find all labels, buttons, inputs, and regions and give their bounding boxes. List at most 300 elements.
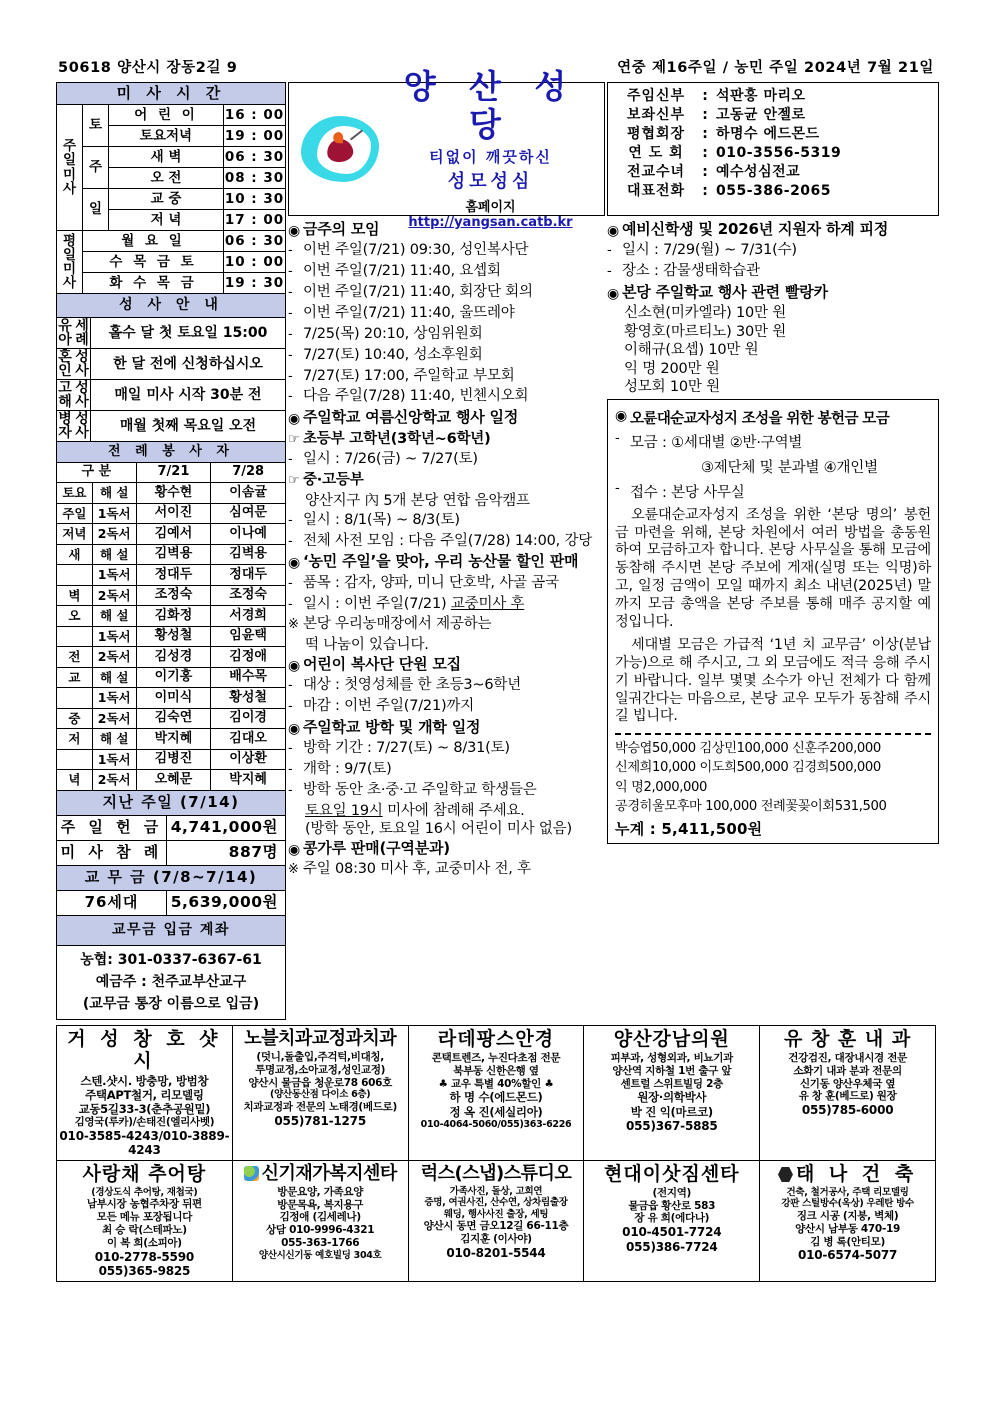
ad-line: 투명교정,소아교정,성인교정) [255, 1063, 386, 1076]
donor-line: 익 명2,000,000 [615, 779, 707, 795]
ad-line: 이 복 희(소피아) [107, 1236, 182, 1249]
middle-column [288, 67, 605, 883]
clergy-key: 전교수녀 [626, 164, 686, 181]
notice-heading: 주일학교 여름신앙학교 행사 일정 [303, 408, 519, 427]
ad-line: (덧니,돌출입,주걱턱,비대칭, [256, 1050, 384, 1063]
servers-name: 김성경 [136, 647, 211, 668]
servers-name: 조정숙 [136, 585, 211, 606]
ad-line: 010-4501-7724 [622, 1225, 722, 1240]
clergy-value: 010-3556-5319 [716, 145, 842, 162]
ad-line: 정 옥 진(세실리아) [449, 1104, 543, 1119]
notice-item [288, 513, 605, 530]
ad-cell[interactable] [57, 1026, 233, 1161]
ad-cell[interactable] [760, 1026, 936, 1161]
offering-paragraph-1: 오륜대순교자성지 조성을 위한 ‘본당 명의’ 봉헌금 마련을 위해, 본당 차원에서 여러 방법을 총동원하여 모금하고자 합니다. 본당 사무실을 통해 모금에 동참해 주시면 본당 주보에 게재(실명 또는 익명)하고, 일정 금액이 모일 때까지 최소 내년(2025년) 말까지 모금 총액을 본당 주보를 통해 매주 공지할 예정입니다. [615, 506, 931, 630]
clergy-info-box [607, 82, 939, 216]
notice-item-text: 신소현(미카엘라) 10만 원 [624, 305, 787, 322]
offering-item [615, 481, 931, 502]
servers-role: 해 설 [92, 729, 136, 750]
mass-time: 16 : 00 [224, 105, 286, 126]
ad-line: 055)785-6000 [801, 1103, 894, 1118]
clergy-value: 예수성심전교 [716, 164, 801, 181]
dash-icon: - [607, 243, 612, 259]
sacrament-label [57, 349, 91, 380]
ad-line: 치과교정과 전문의 노태경(베드로) [243, 1100, 397, 1113]
ad-line: 방문요양, 가족요양 [277, 1185, 364, 1198]
notice-item [288, 741, 605, 758]
offering-item-text: ③제단체 및 분과별 ④개인별 [701, 459, 878, 476]
servers-col-label: 구 분 [57, 462, 137, 483]
offering-value: 4,741,000원 [167, 815, 286, 840]
notice-item [288, 699, 605, 716]
divider [615, 733, 931, 735]
servers-group-label: 저녁 [57, 524, 93, 545]
ad-title-text: 유 창 훈 내 과 [783, 1028, 912, 1051]
notice-item-text: 전체 사전 모임 : 다음 주일(7/28) 14:00, 강당 [303, 532, 593, 549]
notice-item [288, 862, 605, 879]
account-details [57, 946, 286, 1020]
notice-heading: 예비신학생 및 2026년 지원자 하계 피정 [622, 220, 889, 238]
ad-title [586, 1029, 757, 1051]
servers-group-label: 교 [57, 667, 93, 688]
clergy-value: 055-386-2065 [716, 183, 832, 200]
notice-item [288, 243, 605, 260]
ad-title [586, 1164, 757, 1186]
notice-heading-row [288, 654, 605, 675]
ad-title-text: 태 나 건 축 [795, 1163, 918, 1186]
dash-icon: - [288, 698, 293, 714]
ad-line: 양산역 지하철 1번 출구 앞 [612, 1064, 732, 1077]
servers-name: 정대두 [136, 565, 211, 586]
servers-name: 김벽용 [211, 544, 286, 565]
sacrament-label [57, 380, 91, 411]
notice-item [288, 432, 605, 449]
ads-table [56, 1025, 936, 1282]
ad-title-text: 양산강남의원 [613, 1028, 730, 1051]
notice-heading: 본당 주일학교 행사 관련 빨랑카 [622, 282, 828, 301]
servers-name: 박지혜 [211, 770, 286, 791]
servers-name: 김병진 [136, 749, 211, 770]
notice-item [288, 473, 605, 490]
clergy-sep: : [702, 145, 708, 162]
ad-cell[interactable] [584, 1026, 760, 1161]
sacrament-label-a: 혼인 [58, 349, 72, 379]
ads-row [57, 1161, 936, 1282]
dash-icon: - [288, 761, 293, 777]
ad-line: 박 진 익(마르코) [630, 1104, 713, 1119]
notice-heading-row [288, 410, 605, 428]
ad-line: ♣ 교우 특별 40%할인 ♣ [438, 1077, 554, 1090]
notice-heading-row [607, 222, 939, 240]
notice-item-text: 떡 나눔이 있습니다. [305, 637, 429, 654]
servers-group-label [57, 749, 93, 770]
ad-title [235, 1029, 406, 1050]
notice-item [288, 452, 605, 469]
notice-heading-row [607, 282, 939, 303]
notice-item-text: 다음 주일(7/28) 11:40, 빈첸시오회 [303, 388, 529, 405]
ad-line: 피부과, 성형외과, 비뇨기과 [610, 1052, 733, 1065]
dash-icon: - [615, 430, 620, 446]
servers-name: 황수현 [136, 483, 211, 504]
ad-line: 양산시신기동 예호빌딩 304호 [258, 1249, 382, 1261]
bullet-icon: ◉ [288, 555, 301, 572]
ad-line: 010-2778-5590 [94, 1249, 194, 1264]
mass-name: 수 목 금 토 [83, 252, 224, 273]
dash-icon: - [615, 480, 620, 496]
ad-line: 055)367-5885 [626, 1118, 718, 1133]
servers-role: 1독서 [92, 503, 136, 524]
clergy-key: 주임신부 [626, 88, 686, 105]
homepage-row [383, 196, 598, 230]
servers-group-label: 토요 [57, 483, 93, 504]
servers-role: 2독서 [92, 770, 136, 791]
ad-line: 북부동 신한은행 옆 [453, 1064, 539, 1077]
servers-group-label: 중 [57, 708, 93, 729]
servers-name: 정대두 [211, 565, 286, 586]
bullet-icon: ◉ [615, 407, 627, 424]
ad-line: 교동5길33-3(춘추공원밑) [78, 1101, 211, 1116]
dash-icon: - [288, 452, 293, 468]
ad-line: 상담 010-9996-4321 [266, 1224, 375, 1237]
servers-name: 김숙연 [136, 708, 211, 729]
notice-item-text: 방학 기간 : 7/27(토) ~ 8/31(토) [303, 739, 510, 756]
ad-title-text: 라데팡스안경 [437, 1028, 555, 1051]
notice-item-text: 본당 우리농매장에서 제공하는 [303, 616, 492, 633]
sacrament-title: 성 사 안 내 [57, 294, 286, 318]
notice-item [288, 617, 605, 634]
dash-icon: - [288, 782, 293, 798]
dash-icon: - [288, 243, 293, 259]
account-bank-line: 농협: 301-0337-6367-61 [80, 952, 262, 969]
dash-icon: ☞ [288, 473, 300, 489]
clergy-key: 보좌신부 [626, 107, 686, 124]
servers-name: 배수목 [211, 667, 286, 688]
attendance-value: 887명 [167, 840, 286, 865]
ad-line: 양산시 동면 금오12길 66-11층 [423, 1220, 569, 1233]
servers-role: 2독서 [92, 585, 136, 606]
notice-item-text: 중·고등부 [303, 472, 364, 489]
notice-heading: ‘농민 주일’을 맞아, 우리 농산물 할인 판매 [303, 552, 579, 571]
parish-subtitle-2: 성모성심 [447, 170, 534, 192]
ad-line: (전지역) [652, 1186, 692, 1199]
hexagon-icon [778, 1167, 793, 1182]
notice-item-text: 양산지구 內 5개 본당 연합 음악캠프 [305, 493, 530, 510]
servers-name: 조정숙 [211, 585, 286, 606]
clergy-value: 석판홍 마리오 [716, 88, 806, 105]
notice-item-text: 일시 : 8/1(목) ~ 8/3(토) [303, 511, 460, 528]
mass-name: 어 린 이 [109, 105, 224, 126]
notice-item [288, 327, 605, 344]
mass-schedule-title: 미 사 시 간 [57, 83, 286, 105]
donor-line: 공경히울모후마 100,000 전례꽃꽂이회531,500 [615, 798, 887, 814]
servers-group-label: 저 [57, 729, 93, 750]
sacred-heart-logo-icon [297, 112, 383, 186]
ads-row [57, 1026, 936, 1161]
parish-address: 50618 양산시 장동2길 9 [58, 60, 238, 76]
ad-line: 장 유 희(에다나) [634, 1212, 710, 1225]
ad-line: 김정애 (김세레나) [279, 1211, 361, 1224]
mass-name: 오 전 [109, 168, 224, 189]
notice-item-text: 주일 08:30 미사 후, 교중미사 전, 후 [303, 860, 531, 877]
ad-title-text: 현대이삿짐센타 [604, 1163, 740, 1186]
servers-group-label [57, 626, 93, 647]
notice-item-text: 장소 : 감물생태학습관 [622, 263, 760, 280]
sacrament-text: 한 달 전에 신청하십시오 [91, 349, 286, 380]
mass-time: 19 : 30 [224, 273, 286, 294]
ad-line: 010-4064-5060/055)363-6226 [420, 1118, 572, 1130]
last-sunday-table [56, 790, 286, 866]
offering-total: 누계 : 5,411,500원 [615, 819, 763, 838]
servers-role: 해 설 [92, 544, 136, 565]
ad-title-text: 사랑채 추어탕 [82, 1163, 207, 1186]
clergy-value: 하명수 에드몬드 [716, 126, 820, 143]
mass-name: 저 녁 [109, 210, 224, 231]
clergy-sep: : [702, 183, 708, 200]
notice-item-text: 이번 주일(7/21) 11:40, 회장단 회의 [303, 283, 533, 300]
dash-icon: - [288, 389, 293, 405]
account-note-line: (교무금 통장 이름으로 입금) [82, 995, 260, 1012]
mass-time: 06 : 30 [224, 231, 286, 252]
last-sunday-title: 지난 주일 (7/14) [57, 790, 286, 815]
ad-line: 모든 메뉴 포장됩니다 [96, 1211, 193, 1224]
servers-role: 해 설 [92, 667, 136, 688]
mass-time: 10 : 30 [224, 189, 286, 210]
sunday-mass-label: 주 일 미 사 [57, 105, 83, 231]
dash-icon: - [288, 347, 293, 363]
weekday-mass-label: 평 일 미 사 [57, 231, 83, 294]
notice-item [288, 369, 605, 386]
middle-notices [288, 222, 605, 879]
flower-icon [244, 1166, 259, 1181]
clergy-key: 연 도 회 [628, 145, 684, 162]
ad-title [411, 1029, 582, 1051]
dash-icon: - [288, 264, 293, 280]
servers-role: 2독서 [92, 647, 136, 668]
ad-cell[interactable] [57, 1161, 233, 1282]
dash-icon: - [607, 264, 612, 280]
ad-line: 010-3585-4243/010-3889-4243 [59, 1128, 230, 1158]
ad-cell[interactable] [232, 1026, 408, 1161]
notice-item-text: 황영호(마르티노) 30만 원 [624, 323, 787, 340]
ad-line: 주택APT철거, 리모델링 [85, 1087, 204, 1102]
notice-item-text: 7/27(토) 10:40, 성소후원회 [303, 346, 483, 363]
notice-item [288, 389, 605, 406]
dash-icon: ☞ [288, 431, 300, 447]
ad-line: 웨딩, 행사사진 출장, 세팅 [443, 1208, 549, 1220]
notice-item-text: 익 명 200만 원 [624, 360, 720, 377]
servers-date-2: 7/28 [211, 462, 286, 483]
dash-icon: - [288, 326, 293, 342]
bullet-icon: ◉ [288, 411, 301, 428]
dues-table [56, 865, 286, 916]
ad-line: 신기동 양산우체국 옆 [799, 1077, 896, 1090]
dash-icon: - [288, 305, 293, 321]
clergy-value: 고동균 안젤로 [716, 107, 806, 124]
ad-line: 양산시 남부동 470-19 [795, 1222, 901, 1235]
servers-name: 김화정 [136, 606, 211, 627]
clergy-sep: : [702, 107, 708, 124]
advertisement-section [56, 1025, 936, 1282]
ad-line: 징크 시공 (지붕, 벽체) [796, 1210, 899, 1223]
notice-item-text: 이번 주일(7/21) 11:40, 울뜨레야 [303, 304, 515, 321]
offering-item-text: 접수 : 본당 사무실 [630, 484, 745, 501]
ad-cell[interactable] [760, 1161, 936, 1282]
mass-schedule-table [56, 82, 286, 294]
notice-item-text: 7/27(토) 17:00, 주일학교 부모회 [303, 367, 515, 384]
dash-icon: ※ [288, 861, 299, 877]
mass-name: 토요저녁 [109, 126, 224, 147]
ad-cell[interactable] [408, 1161, 584, 1282]
servers-group-label: 주일 [57, 503, 93, 524]
notice-item-text: 마감 : 이번 주일(7/21)까지 [303, 697, 475, 714]
notice-item [288, 783, 605, 800]
notice-item [288, 264, 605, 281]
ad-line: 유 창 훈(베드로) 원장 [798, 1090, 897, 1103]
right-notices [607, 222, 939, 395]
parish-name: 양 산 성 당 [403, 67, 578, 144]
servers-name: 임윤택 [211, 626, 286, 647]
sacrament-label-b: 세례 [75, 318, 89, 348]
ad-line: 010-8201-5544 [446, 1246, 546, 1261]
sacrament-label-a: 병자 [58, 411, 72, 441]
liturgy-servers-table [56, 441, 286, 791]
servers-group-label: 새 [57, 544, 93, 565]
account-title: 교무금 입금 계좌 [57, 915, 286, 946]
ad-line: 소화기 내과 분과 전문의 [793, 1064, 902, 1077]
right-column [607, 82, 939, 844]
dash-icon: - [288, 533, 293, 549]
dash-icon: - [288, 575, 293, 591]
account-holder-line: 예금주 : 천주교부산교구 [95, 973, 247, 990]
notice-item [288, 285, 605, 302]
mass-time: 06 : 30 [224, 147, 286, 168]
dash-icon: - [288, 678, 293, 693]
ad-title [762, 1029, 933, 1051]
servers-date-1: 7/21 [136, 462, 211, 483]
bullet-icon: ◉ [288, 657, 301, 674]
sacrament-text: 홀수 달 첫 토요일 15:00 [91, 318, 286, 349]
notice-heading-row [288, 838, 605, 859]
donor-list [615, 739, 931, 816]
servers-title: 전 례 봉 사 자 [57, 442, 286, 463]
servers-role: 해 설 [92, 606, 136, 627]
servers-group-label: 전 [57, 647, 93, 668]
servers-group-label [57, 688, 93, 709]
mass-name: 화 수 목 금 [83, 273, 224, 294]
ad-line: 물금읍 황산로 583 [628, 1199, 716, 1212]
notice-item-text: 이번 주일(7/21) 11:40, 요셉회 [303, 263, 501, 280]
notice-item [288, 597, 605, 614]
notice-item-text: 이해규(요셉) 10만 원 [624, 342, 759, 359]
notice-item [288, 348, 605, 365]
sacrament-label-b: 성사 [75, 349, 89, 379]
ad-title [59, 1164, 230, 1186]
ad-title-text: 거 성 창 호 샷 시 [67, 1028, 222, 1073]
ad-title [235, 1164, 406, 1185]
dues-amount: 5,639,000원 [167, 890, 286, 915]
servers-role: 1독서 [92, 626, 136, 647]
notice-item-text: (방학 동안, 토요일 16시 어린이 미사 없음) [305, 821, 572, 838]
notice-item-text: 방학 동안 초·중·고 주일학교 학생들은 [303, 781, 537, 798]
notice-heading: 어린이 복사단 단원 모집 [303, 654, 461, 673]
offering-item-text: 모금 : ①세대별 ②반·구역별 [630, 434, 803, 451]
sacrament-text: 매일 미사 시작 30분 전 [91, 380, 286, 411]
pilgrimage-offering-box [607, 399, 939, 844]
offering-heading-row [615, 407, 931, 428]
servers-name: 김정애 [211, 647, 286, 668]
notice-heading: 주일학교 방학 및 개학 일정 [303, 717, 481, 736]
sacrament-label-b: 성사 [75, 380, 89, 410]
sacrament-label-b: 성사 [75, 411, 89, 441]
ad-line: 강판 스틸방수(옥상) 우레탄 방수 [781, 1198, 914, 1210]
dues-households: 76세대 [57, 890, 167, 915]
notice-item [288, 762, 605, 779]
ad-line: 김지훈 (이사야) [460, 1233, 532, 1246]
underlined-text: 교중미사 후 [450, 595, 525, 612]
ad-title-text: 신기재가복지센타 [261, 1163, 397, 1185]
ad-cell[interactable] [584, 1161, 760, 1282]
mass-time: 10 : 00 [224, 252, 286, 273]
notice-heading: 금주의 모임 [303, 220, 380, 238]
servers-group-label [57, 565, 93, 586]
notice-item [288, 576, 605, 593]
servers-role: 2독서 [92, 524, 136, 545]
servers-name: 이기홍 [136, 667, 211, 688]
servers-name: 박지혜 [136, 729, 211, 750]
servers-name: 김벽용 [136, 544, 211, 565]
mass-time: 17 : 00 [224, 210, 286, 231]
ad-line: 055)781-1275 [274, 1113, 366, 1128]
sacrament-guide-table [56, 293, 286, 442]
servers-name: 심여문 [211, 503, 286, 524]
ad-title-text: 럭스(스냅)스튜디오 [420, 1163, 572, 1185]
bullet-icon: ◉ [288, 720, 301, 737]
sunday-label: 주 [83, 147, 109, 189]
ad-cell[interactable] [232, 1161, 408, 1282]
mass-time: 08 : 30 [224, 168, 286, 189]
servers-name: 서이진 [136, 503, 211, 524]
mass-time: 19 : 00 [224, 126, 286, 147]
notice-item-text: 일시 : 7/26(금) ~ 7/27(토) [303, 451, 478, 468]
servers-role: 1독서 [92, 688, 136, 709]
ad-title-text: 노블치과교정과치과 [244, 1028, 397, 1050]
ad-line: 055)365-9825 [98, 1264, 191, 1279]
sacrament-label-a: 고해 [58, 380, 72, 410]
ad-line: (경상도식 추어탕, 재첩국) [91, 1186, 198, 1198]
dash-icon: - [288, 512, 293, 528]
ad-line: (양산동산점 다이소 6층) [270, 1089, 371, 1101]
liturgical-date: 연중 제16주일 / 농민 주일 2024년 7월 21일 [617, 60, 934, 76]
account-table [56, 915, 286, 1021]
homepage-link[interactable]: http://yangsan.catb.kr [408, 214, 573, 230]
servers-name: 김이경 [211, 708, 286, 729]
ad-line: 가족사진, 돌상, 고희연 [449, 1185, 543, 1197]
donor-line: 박승엽50,000 김상민100,000 신훈주200,000 [615, 741, 881, 757]
servers-role: 1독서 [92, 749, 136, 770]
ad-line: 센트럴 스위트빌딩 2층 [620, 1077, 723, 1090]
notice-item [607, 264, 939, 281]
ad-line: 건강검진, 대장내시경 전문 [788, 1052, 907, 1065]
ad-line: 콘택트렌즈, 누진다초점 전문 [431, 1052, 561, 1065]
bullet-icon: ◉ [288, 223, 301, 239]
ad-line: 방문목욕, 복지용구 [277, 1198, 364, 1211]
ad-line: 김영국(루카)/손태진(엘리사벳) [74, 1115, 215, 1128]
ad-line: 010-6574-5077 [797, 1248, 898, 1263]
servers-name: 이상환 [211, 749, 286, 770]
offering-paragraph-2: 세대별 모금은 가급적 ‘1년 치 교무금’ 이상(분납 가능)으로 해 주시고, 그 외 모금에도 적극 응해 주시기 바랍니다. 일부 몇몇 소수가 아닌 전체가 다 함께 일궈간다는 마음으로, 본당 교우 모두가 동참해 주시길 빕니다. [615, 636, 931, 725]
notice-heading: 콩가루 판매(구역분과) [303, 838, 450, 857]
ad-cell[interactable] [408, 1026, 584, 1161]
